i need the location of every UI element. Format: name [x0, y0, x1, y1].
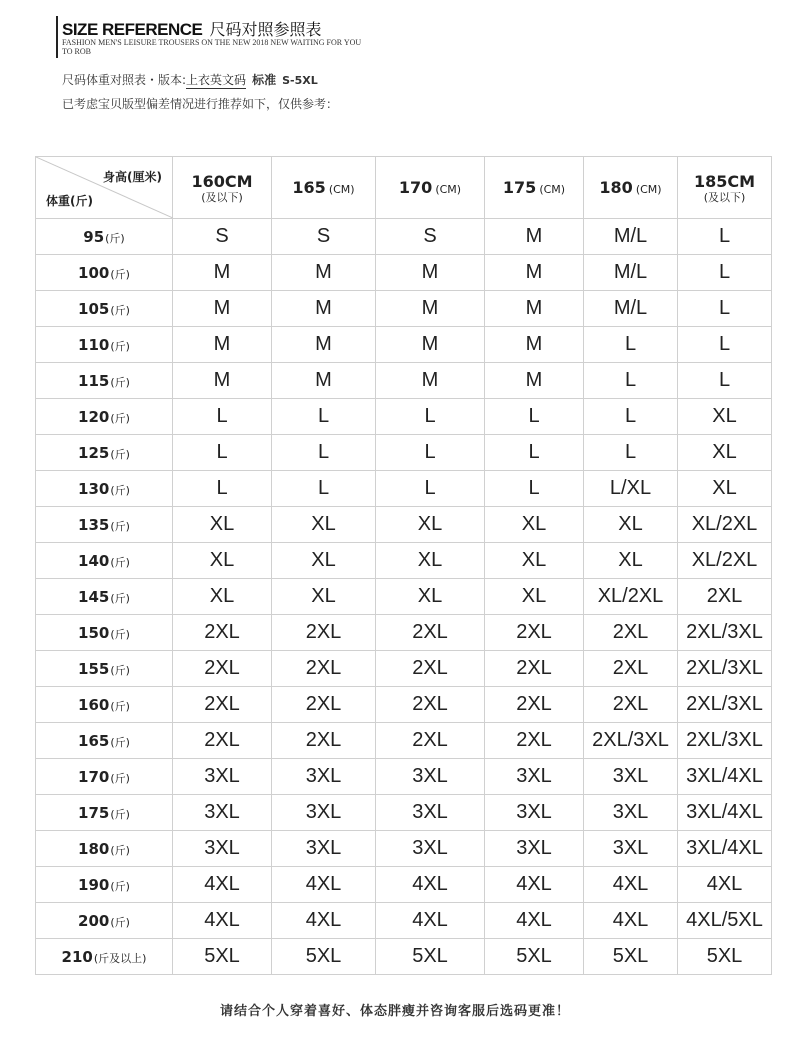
table-row	[36, 327, 772, 363]
size-cell: M/L	[584, 255, 678, 291]
size-cell: 5XL	[272, 939, 376, 975]
size-cell: 2XL	[485, 651, 584, 687]
size-cell: L	[376, 471, 485, 507]
size-cell: M	[272, 363, 376, 399]
weight-row-header	[36, 543, 173, 579]
size-cell: 3XL/4XL	[678, 795, 772, 831]
size-cell: XL	[376, 579, 485, 615]
size-cell: 4XL	[173, 903, 272, 939]
size-cell: M	[376, 255, 485, 291]
size-cell: M	[272, 255, 376, 291]
size-cell: L	[173, 471, 272, 507]
size-cell: S	[376, 219, 485, 255]
size-cell: XL	[173, 507, 272, 543]
table-row	[36, 363, 772, 399]
intro-version-prefix: 尺码体重对照表・版本:	[62, 73, 187, 87]
row-weight-value: 165	[78, 731, 110, 750]
table-row	[36, 579, 772, 615]
column-height-value: 175	[502, 178, 537, 197]
size-cell: M	[376, 291, 485, 327]
size-cell: XL	[485, 507, 584, 543]
table-row	[36, 219, 772, 255]
row-weight-unit: (斤)	[110, 339, 130, 353]
size-cell: XL	[485, 579, 584, 615]
column-height-value: 165	[292, 178, 326, 197]
height-column-header	[376, 157, 485, 219]
row-weight-value: 150	[78, 623, 110, 642]
row-weight-value: 100	[78, 263, 110, 282]
size-cell: XL	[678, 399, 772, 435]
size-cell: XL	[376, 507, 485, 543]
size-cell: M	[485, 363, 584, 399]
intro-version-line	[62, 71, 318, 88]
intro-standard: 标准	[252, 73, 277, 87]
row-weight-value: 175	[78, 803, 110, 822]
title-english: SIZE REFERENCE	[62, 20, 203, 39]
size-cell: 3XL	[173, 795, 272, 831]
row-weight-value: 125	[78, 443, 110, 462]
size-cell: XL	[272, 543, 376, 579]
height-column-header	[485, 157, 584, 219]
size-cell: L	[376, 435, 485, 471]
corner-height-label: 身高(厘米)	[103, 170, 162, 184]
weight-row-header	[36, 219, 173, 255]
size-cell: 4XL/5XL	[678, 903, 772, 939]
table-row	[36, 507, 772, 543]
weight-row-header	[36, 651, 173, 687]
size-cell: L	[485, 399, 584, 435]
size-cell: 3XL	[173, 831, 272, 867]
row-weight-unit: (斤)	[110, 879, 130, 893]
weight-row-header	[36, 867, 173, 903]
weight-row-header	[36, 471, 173, 507]
size-cell: 4XL	[678, 867, 772, 903]
column-unit: (CM)	[435, 183, 462, 196]
row-weight-value: 155	[78, 659, 110, 678]
size-cell: L	[678, 363, 772, 399]
size-cell: L	[272, 435, 376, 471]
size-cell: 2XL	[272, 651, 376, 687]
size-cell: 3XL	[584, 795, 678, 831]
table-body	[36, 219, 772, 975]
size-cell: 2XL	[272, 615, 376, 651]
footer-note: 请结合个人穿着喜好、体态胖瘦并咨询客服后选码更准！	[219, 1004, 570, 1019]
weight-row-header	[36, 579, 173, 615]
size-cell: 5XL	[376, 939, 485, 975]
size-cell: L	[678, 291, 772, 327]
row-weight-value: 180	[78, 839, 110, 858]
size-cell: M	[485, 219, 584, 255]
size-cell: 3XL	[376, 759, 485, 795]
size-cell: M	[376, 363, 485, 399]
size-cell: L	[584, 399, 678, 435]
row-weight-value: 115	[78, 371, 110, 390]
size-cell: XL/2XL	[678, 507, 772, 543]
size-cell: L	[678, 327, 772, 363]
column-note: (及以下)	[201, 190, 243, 204]
row-weight-unit: (斤)	[110, 735, 130, 749]
column-height-value: 180	[599, 178, 633, 197]
row-weight-value: 95	[83, 227, 105, 246]
size-cell: XL	[678, 435, 772, 471]
row-weight-unit: (斤)	[110, 519, 130, 533]
row-weight-value: 200	[78, 911, 110, 930]
row-weight-unit: (斤)	[110, 411, 130, 425]
size-cell: L	[272, 399, 376, 435]
size-cell: XL/2XL	[678, 543, 772, 579]
row-weight-unit: (斤)	[110, 375, 130, 389]
table-row	[36, 615, 772, 651]
weight-row-header	[36, 723, 173, 759]
column-height-value: 170	[398, 178, 433, 197]
page-title	[62, 17, 321, 40]
row-weight-unit: (斤)	[110, 267, 130, 281]
size-cell: M	[485, 255, 584, 291]
size-cell: 3XL	[584, 831, 678, 867]
size-cell: M	[485, 291, 584, 327]
table-row	[36, 651, 772, 687]
size-cell: 2XL	[678, 579, 772, 615]
size-cell: XL	[584, 507, 678, 543]
size-cell: 4XL	[272, 867, 376, 903]
size-cell: XL	[173, 579, 272, 615]
row-weight-value: 190	[78, 875, 110, 894]
row-weight-value: 145	[78, 587, 110, 606]
size-cell: XL	[376, 543, 485, 579]
title-chinese: 尺码对照参照表	[209, 20, 322, 39]
size-cell: 2XL	[584, 687, 678, 723]
table-row	[36, 399, 772, 435]
row-weight-value: 105	[78, 299, 110, 318]
table-row	[36, 831, 772, 867]
size-cell: 4XL	[272, 903, 376, 939]
column-height-value: 185CM	[693, 171, 756, 191]
size-cell: 2XL	[173, 651, 272, 687]
size-cell: L/XL	[584, 471, 678, 507]
weight-row-header	[36, 903, 173, 939]
weight-row-header	[36, 615, 173, 651]
table-row	[36, 471, 772, 507]
row-weight-unit: (斤)	[110, 807, 130, 821]
table-row	[36, 723, 772, 759]
column-unit: (CM)	[328, 183, 355, 196]
size-cell: 5XL	[485, 939, 584, 975]
size-cell: S	[272, 219, 376, 255]
size-cell: 2XL	[485, 687, 584, 723]
size-cell: M	[173, 255, 272, 291]
size-cell: XL	[272, 507, 376, 543]
row-weight-value: 135	[78, 515, 110, 534]
size-cell: 2XL/3XL	[584, 723, 678, 759]
size-cell: XL	[272, 579, 376, 615]
size-cell: 2XL	[376, 687, 485, 723]
height-column-header	[173, 157, 272, 219]
size-cell: L	[584, 363, 678, 399]
height-column-header	[272, 157, 376, 219]
size-cell: M	[376, 327, 485, 363]
size-cell: 2XL	[376, 723, 485, 759]
table-corner-cell	[36, 157, 173, 219]
weight-row-header	[36, 939, 173, 975]
size-cell: XL	[584, 543, 678, 579]
height-column-header	[678, 157, 772, 219]
row-weight-unit: (斤)	[110, 555, 130, 569]
title-accent-bar	[56, 16, 58, 58]
table-row	[36, 867, 772, 903]
column-unit: (CM)	[635, 183, 662, 196]
size-cell: 2XL	[173, 615, 272, 651]
size-cell: 3XL	[272, 831, 376, 867]
row-weight-unit: (斤)	[110, 483, 130, 497]
size-cell: 4XL	[584, 903, 678, 939]
size-cell: 2XL	[272, 687, 376, 723]
size-cell: L	[272, 471, 376, 507]
row-weight-unit: (斤)	[105, 231, 125, 245]
size-cell: 2XL/3XL	[678, 687, 772, 723]
size-cell: L	[173, 435, 272, 471]
size-cell: M/L	[584, 291, 678, 327]
size-cell: 3XL	[485, 795, 584, 831]
size-cell: L	[376, 399, 485, 435]
size-cell: L	[485, 435, 584, 471]
size-cell: 2XL	[584, 651, 678, 687]
size-cell: 4XL	[376, 867, 485, 903]
size-cell: 3XL	[272, 795, 376, 831]
size-cell: 5XL	[678, 939, 772, 975]
size-cell: 5XL	[584, 939, 678, 975]
size-cell: XL	[173, 543, 272, 579]
size-cell: 4XL	[376, 903, 485, 939]
row-weight-unit: (斤)	[110, 663, 130, 677]
size-cell: L	[584, 327, 678, 363]
size-cell: 4XL	[485, 903, 584, 939]
size-cell: 3XL	[173, 759, 272, 795]
size-cell: 3XL	[485, 759, 584, 795]
corner-weight-label: 体重(斤)	[46, 194, 93, 208]
row-weight-value: 210	[61, 947, 93, 966]
size-cell: M	[485, 327, 584, 363]
size-cell: 2XL/3XL	[678, 615, 772, 651]
row-weight-unit: (斤)	[110, 591, 130, 605]
table-row	[36, 939, 772, 975]
weight-row-header	[36, 399, 173, 435]
column-unit: (CM)	[539, 183, 566, 196]
size-cell: XL/2XL	[584, 579, 678, 615]
table-row	[36, 903, 772, 939]
size-cell: M/L	[584, 219, 678, 255]
weight-row-header	[36, 507, 173, 543]
size-cell: 5XL	[173, 939, 272, 975]
size-cell: 3XL/4XL	[678, 759, 772, 795]
column-height-value: 160CM	[191, 171, 253, 191]
size-cell: 3XL	[584, 759, 678, 795]
size-cell: M	[173, 327, 272, 363]
row-weight-unit: (斤)	[110, 915, 130, 929]
size-cell: L	[678, 219, 772, 255]
table-row	[36, 759, 772, 795]
table-row	[36, 255, 772, 291]
size-cell: 2XL	[173, 723, 272, 759]
intro-version-value: 上衣英文码	[186, 73, 247, 87]
table-row	[36, 291, 772, 327]
weight-row-header	[36, 255, 173, 291]
row-weight-unit: (斤及以上)	[93, 951, 147, 965]
intro-size-range: S-5XL	[282, 74, 318, 87]
weight-row-header	[36, 363, 173, 399]
size-cell: M	[173, 291, 272, 327]
size-cell: 2XL/3XL	[678, 651, 772, 687]
size-cell: 3XL/4XL	[678, 831, 772, 867]
size-cell: M	[272, 291, 376, 327]
title-subtitle: FASHION MEN'S LEISURE TROUSERS ON THE NEW 2018 NEW WAITING FOR YOU TO ROB	[62, 38, 362, 56]
row-weight-unit: (斤)	[110, 699, 130, 713]
row-weight-value: 110	[78, 335, 110, 354]
size-cell: 2XL	[485, 615, 584, 651]
row-weight-value: 140	[78, 551, 110, 570]
size-cell: 4XL	[485, 867, 584, 903]
weight-row-header	[36, 831, 173, 867]
size-cell: 2XL	[584, 615, 678, 651]
size-cell: 3XL	[376, 795, 485, 831]
size-cell: M	[173, 363, 272, 399]
size-cell: XL	[678, 471, 772, 507]
table-header-row	[36, 157, 772, 219]
size-chart-table	[35, 156, 772, 975]
size-cell: 2XL	[376, 651, 485, 687]
height-column-header	[584, 157, 678, 219]
size-cell: L	[584, 435, 678, 471]
size-cell: 3XL	[485, 831, 584, 867]
row-weight-unit: (斤)	[110, 447, 130, 461]
table-row	[36, 543, 772, 579]
weight-row-header	[36, 759, 173, 795]
weight-row-header	[36, 291, 173, 327]
size-cell: 3XL	[376, 831, 485, 867]
table-row	[36, 435, 772, 471]
weight-row-header	[36, 327, 173, 363]
size-cell: 2XL	[173, 687, 272, 723]
size-cell: XL	[485, 543, 584, 579]
size-cell: 2XL	[485, 723, 584, 759]
row-weight-unit: (斤)	[110, 771, 130, 785]
size-cell: L	[485, 471, 584, 507]
row-weight-value: 130	[78, 479, 110, 498]
column-note: (及以下)	[703, 190, 746, 204]
weight-row-header	[36, 795, 173, 831]
table-row	[36, 795, 772, 831]
size-cell: S	[173, 219, 272, 255]
size-cell: 2XL	[376, 615, 485, 651]
size-cell: 4XL	[584, 867, 678, 903]
table-row	[36, 687, 772, 723]
row-weight-unit: (斤)	[110, 303, 130, 317]
size-cell: 2XL	[272, 723, 376, 759]
weight-row-header	[36, 687, 173, 723]
size-cell: 3XL	[272, 759, 376, 795]
size-cell: 2XL/3XL	[678, 723, 772, 759]
intro-note: 已考虑宝贝版型偏差情况进行推荐如下，仅供参考：	[62, 97, 339, 111]
size-cell: L	[678, 255, 772, 291]
size-cell: M	[272, 327, 376, 363]
weight-row-header	[36, 435, 173, 471]
row-weight-value: 170	[78, 767, 110, 786]
row-weight-unit: (斤)	[110, 627, 130, 641]
size-cell: L	[173, 399, 272, 435]
row-weight-value: 120	[78, 407, 110, 426]
row-weight-value: 160	[78, 695, 110, 714]
size-cell: 4XL	[173, 867, 272, 903]
row-weight-unit: (斤)	[110, 843, 130, 857]
